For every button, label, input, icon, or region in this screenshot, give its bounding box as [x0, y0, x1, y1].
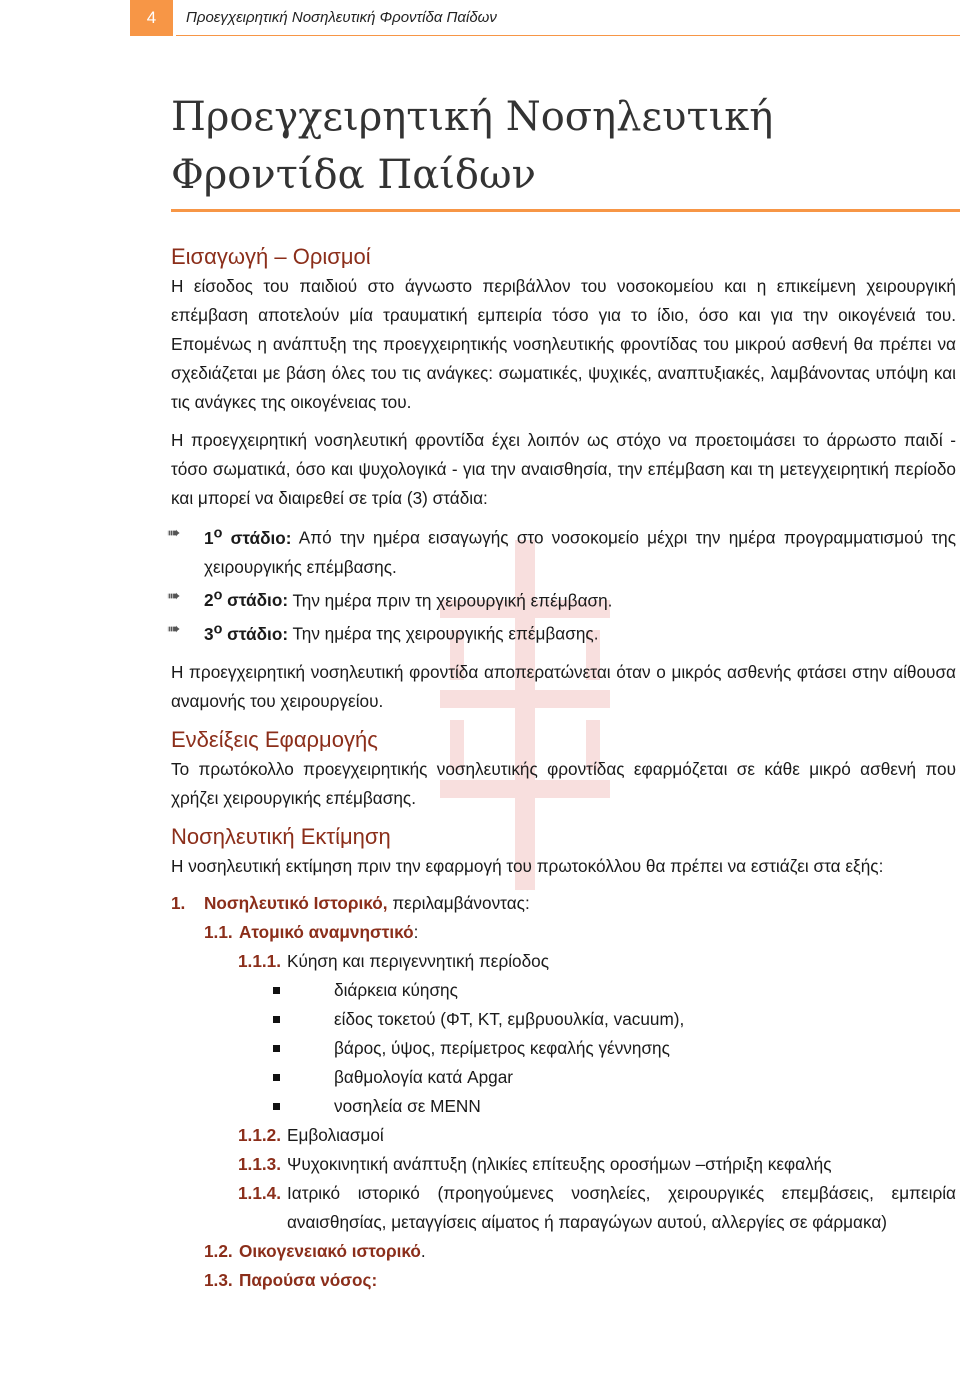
list-item: 1.1.4. Ιατρικό ιστορικό (προηγούμενες νοσηλείες, χειρουργικές επεμβάσεις, εμπειρία αναισθησίας, μεταγγίσεις αίματος ή παραγώγων αυτού, αλλεργίες σε φάρμακα) — [238, 1183, 956, 1233]
list-item: 1.1. Ατομικό αναμνηστικό: — [204, 922, 419, 943]
indications-paragraph: Το πρωτόκολλο προεγχειρητικής νοσηλευτικής φροντίδας εφαρμόζεται σε κάθε μικρό ασθενή που χρήζει χειρουργικής επέμβασης. — [171, 759, 956, 809]
arrow-right-icon: ➠ — [167, 525, 181, 542]
intro-paragraph-3: Η προεγχειρητική νοσηλευτική φροντίδα αποπερατώνεται όταν ο μικρός ασθενής φτάσει στην αίθουσα αναμονής του χειρουργείου. — [171, 662, 956, 712]
intro-paragraph-1: Η είσοδος του παιδιού στο άγνωστο περιβάλλον του νοσοκομείου και η επικείμενη χειρουργική επέμβαση αποτελούν μία τραυματική εμπειρία τόσο για το ίδιο, όσο και για την οικογένειά του. Επομένως η ανάπτυξη της προεγχειρητικής νοσηλευτικής φροντίδας του μικρού ασθενή θα πρέπει να σχεδιάζεται με βάση όλες του τις ανάγκες: σωματικές, ψυχικές, αναπτυξιακές, λαμβάνοντας υπόψη και τις ανάγκες της οικογένειας του. — [171, 276, 956, 412]
running-title: Προεγχειρητική Νοσηλευτική Φροντίδα Παίδων — [186, 9, 497, 26]
list-item: νοσηλεία σε ΜΕΝΝ — [171, 1092, 956, 1121]
stage-item: ➠ $1^o$ στάδιο: Από την ημέρα εισαγωγής στο νοσοκομείο μέχρι την ημέρα προγραμματισμού της χειρουργικής επέμβασης. — [171, 519, 956, 582]
section-heading-assessment: Νοσηλευτική Εκτίμηση — [171, 824, 391, 850]
arrow-right-icon: ➠ — [167, 587, 181, 605]
square-bullet-icon — [273, 1074, 280, 1081]
stage-item: ➠ $2^o$ στάδιο: Την ημέρα πριν τη χειρουργική επέμβαση. — [171, 582, 956, 616]
section-heading-indications: Ενδείξεις Εφαρμογής — [171, 727, 378, 753]
list-item: βάρος, ύψος, περίμετρος κεφαλής γέννησης — [171, 1034, 956, 1063]
document-title-line2: Φροντίδα Παίδων — [171, 152, 536, 198]
list-item: 1. Νοσηλευτικό Ιστορικό, περιλαμβάνοντας: — [171, 893, 530, 914]
stages-list — [167, 519, 956, 649]
square-bullet-icon — [273, 1103, 280, 1110]
stage-text: Την ημέρα της χειρουργικής επέμβασης. — [292, 624, 599, 645]
list-item: 1.1.3. Ψυχοκινητική ανάπτυξη (ηλικίες επίτευξης οροσήμων –στήριξη κεφαλής — [238, 1154, 832, 1175]
header-rule — [176, 35, 960, 36]
stage-text: Από την ημέρα εισαγωγής στο νοσοκομείο μέχρι την ημέρα προγραμματισμού της χειρουργικής επέμβασης. — [204, 527, 956, 577]
document-title — [171, 88, 871, 204]
assessment-list — [171, 889, 956, 1295]
document-title-line1: Προεγχειρητική Νοσηλευτική — [171, 94, 774, 140]
list-item: 1.1.1. Κύηση και περιγεννητική περίοδος — [238, 951, 550, 972]
stage-item: ➠ $3^o$ στάδιο: Την ημέρα της χειρουργικής επέμβασης. — [171, 615, 956, 649]
list-item: 1.2. Οικογενειακό ιστορικό. — [204, 1241, 426, 1262]
main-content — [167, 242, 956, 1295]
list-item: 1.3. Παρούσα νόσος: — [204, 1270, 378, 1291]
stage-text: Την ημέρα πριν τη χειρουργική επέμβαση. — [292, 590, 613, 611]
square-bullet-icon — [273, 1045, 280, 1052]
square-bullet-icon — [273, 987, 280, 994]
title-rule — [171, 209, 960, 212]
section-heading-intro: Εισαγωγή – Ορισμοί — [171, 244, 371, 269]
list-item: βαθμολογία κατά Apgar — [171, 1063, 956, 1092]
arrow-right-icon: ➠ — [167, 621, 181, 639]
square-bullet-icon — [273, 1016, 280, 1023]
page-header — [0, 0, 960, 36]
intro-paragraph-2: Η προεγχειρητική νοσηλευτική φροντίδα έχει λοιπόν ως στόχο να προετοιμάσει το άρρωστο παιδί - τόσο σωματικά, όσο και ψυχολογικά - για την αναισθησία, την επέμβαση και τη μετεγχειρητική περίοδο και μπορεί να διαιρεθεί σε τρία (3) στάδια: — [171, 430, 956, 508]
list-item: διάρκεια κύησης — [171, 976, 956, 1005]
assessment-paragraph: Η νοσηλευτική εκτίμηση πριν την εφαρμογή του πρωτοκόλλου θα πρέπει να εστιάζει στα εξής: — [171, 856, 884, 877]
list-item: είδος τοκετού (ΦΤ, ΚΤ, εμβρυουλκία, vacuum), — [171, 1005, 956, 1034]
list-item: 1.1.2. Εμβολιασμοί — [238, 1125, 384, 1146]
page-number: 4 — [130, 0, 173, 36]
